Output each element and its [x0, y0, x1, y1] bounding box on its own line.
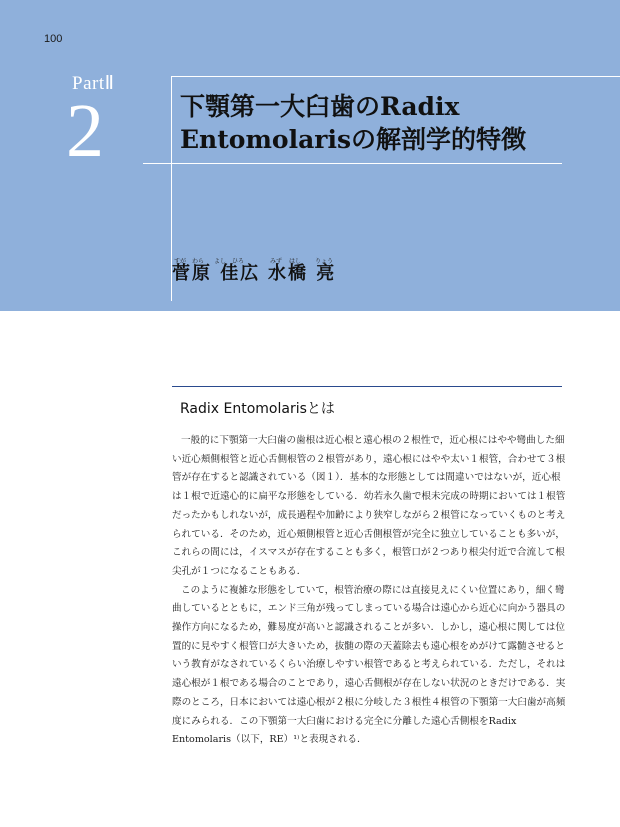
chapter-title-line-1: 下顎第一大臼歯のRadix [180, 92, 460, 121]
author-2-ruby-2: はし [289, 258, 302, 265]
part-label: PartⅡ [72, 73, 115, 94]
chapter-header-band [0, 0, 620, 311]
section-rule [172, 386, 562, 387]
chapter-title-line-2: Entomolarisの解剖学的特徴 [180, 125, 527, 154]
body-paragraph-1: 一般的に下顎第一大臼歯の歯根は近心根と遠心根の２根性で，近心根にはやや彎曲した細い近心頬側根管と近心舌側根管の２根管があり，遠心根にはやや太い１根管，合わせて３根管が存在すると認識されている（図１）．基本的な形態としては間違いではないが，近心根は１根で近遠心的に扁平な形態をしている．幼若永久歯で根未完成の時期においては１根管だったかもしれないが，成長過程や加齢により狭窄しながら２根管になっていくものと考えられている．そのため，近心頬側根管と近心舌側根管が完全に独立していることも多いが，これらの間には，イスマスが存在することも多く，根管口が２つあり根尖付近で合流して根尖孔が１つになることもある． [172, 435, 566, 577]
body-text [172, 432, 568, 750]
author-1-ruby-3: よし [214, 258, 227, 265]
author-name-2: 水橋 亮 [268, 263, 337, 284]
body-paragraph-2: このように複雑な形態をしていて，根管治療の際には直接見えにくい位置にあり，細く彎曲しているとともに，エンド三角が残ってしまっている場合は遠心から近心に向かう器具の操作方向になるため，難易度が高いと認識されることが多い．しかし，遠心根に関しては位置的に見やすく根管口が大きいため，抜髄の際の天蓋除去も遠心根をめがけて露髄させるという教育がなされているくらい治療しやすい根管であると考えられている．ただし，それは遠心根が１根である場合のことであり，遠心舌側根が存在しない状況のときだけである．実際のところ，日本においては遠心根が２根に分岐した３根性４根管の下顎第一大臼歯が高頻度にみられる．この下顎第一大臼歯における完全に分離した遠心舌側根をRadix Entomolaris（以下，RE）¹⁾と表現される． [172, 584, 566, 746]
author-name-1: 菅原 佳広 [172, 263, 261, 284]
section-heading: Radix Entomolarisとは [180, 401, 335, 417]
author-1-ruby-2: わら [192, 258, 205, 265]
author-1-ruby-4: ひろ [232, 258, 245, 265]
author-1-ruby-1: すが [174, 258, 187, 265]
chapter-number: 2 [66, 89, 104, 173]
author-2-ruby-1: みず [270, 258, 283, 265]
chapter-title [180, 90, 526, 156]
author-2-ruby-3: りょう [315, 258, 334, 265]
page-number: 100 [44, 33, 63, 45]
header-title-rule [143, 163, 562, 164]
header-top-rule [171, 76, 620, 77]
